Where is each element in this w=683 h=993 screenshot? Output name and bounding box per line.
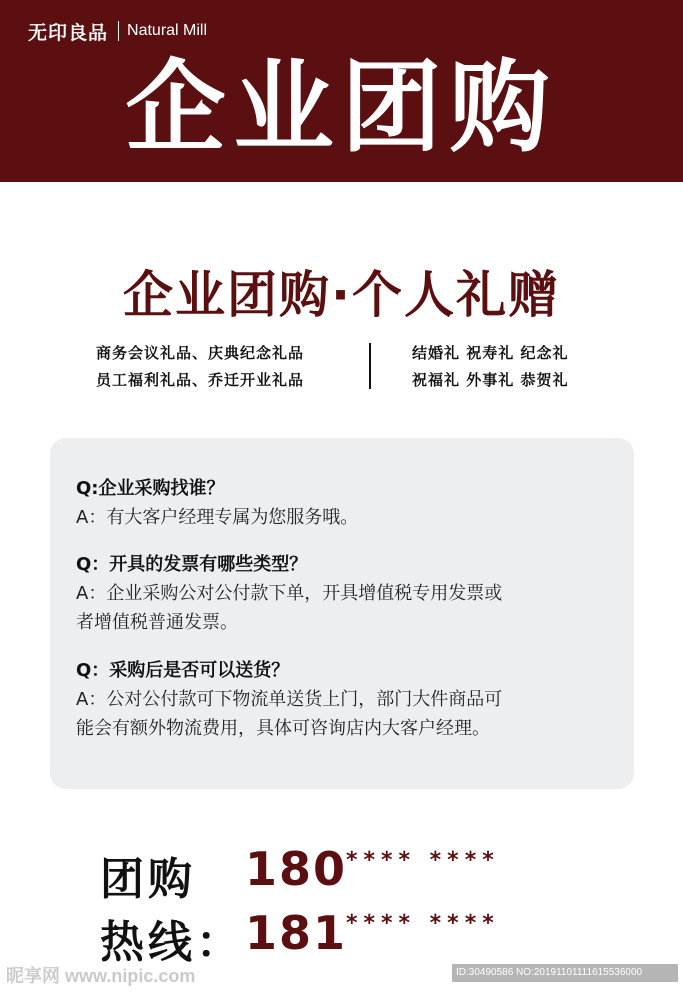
category-list-business [96, 340, 304, 394]
hotline-label-1: 团购 [100, 854, 196, 905]
hotline-label-2: 热线： [100, 917, 244, 968]
category-line: 商务会议礼品、庆典纪念礼品 [96, 344, 305, 362]
hotline-number-1: 180 [245, 842, 348, 896]
category-list-personal [412, 340, 568, 394]
watermark-site: 昵享网 www.nipic.com [6, 966, 196, 986]
category-line: 结婚礼 祝寿礼 纪念礼 [412, 344, 569, 362]
page-title: 企业团购 [125, 49, 558, 166]
faq-question: Q:企业采购找谁？ [76, 478, 225, 499]
watermark-id: ID:30490586 NO:20191101111615536000 [452, 964, 678, 982]
brand-name-en: Natural Mill [127, 22, 208, 39]
faq-answer: 者增值税普通发票。 [76, 612, 238, 633]
brand-divider [118, 21, 119, 41]
category-line: 祝福礼 外事礼 恭贺礼 [412, 371, 569, 389]
faq-item [76, 474, 616, 532]
faq-answer: A：企业采购公对公付款下单，开具增值税专用发票或 [76, 583, 503, 604]
hotline-mask-2: **** **** [346, 911, 500, 936]
faq-answer: 能会有额外物流费用，具体可咨询店内大客户经理。 [76, 718, 490, 739]
brand-name-cn: 无印良品 [28, 21, 109, 44]
faq-answer: A：有大客户经理专属为您服务哦。 [76, 507, 359, 528]
header-banner [0, 0, 683, 182]
faq-question: Q：开具的发票有哪些类型？ [76, 554, 308, 575]
category-divider [369, 343, 371, 389]
faq-item [76, 656, 616, 743]
hotline-number-2: 181 [245, 906, 348, 960]
faq-panel [50, 438, 634, 789]
hotline-mask-1: **** **** [346, 848, 500, 873]
faq-item [76, 550, 616, 637]
brand [28, 18, 207, 44]
faq-question: Q：采购后是否可以送货？ [76, 660, 290, 681]
category-line: 员工福利礼品、乔迁开业礼品 [96, 371, 305, 389]
subtitle: 企业团购·个人礼赠 [123, 266, 560, 324]
faq-answer: A：公对公付款可下物流单送货上门，部门大件商品可 [76, 689, 503, 710]
